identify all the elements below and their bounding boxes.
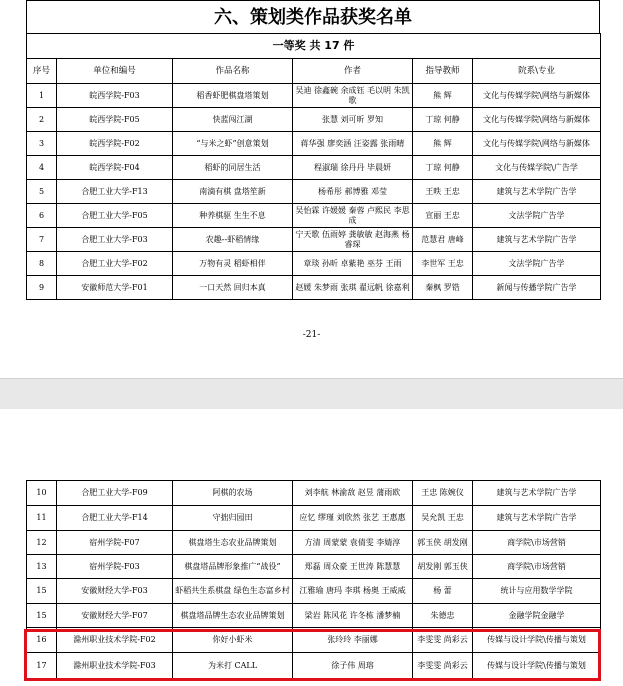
department: 传媒与设计学院\传播与策划 <box>473 628 601 653</box>
department: 统计与应用数学学院 <box>473 579 601 604</box>
unit-code: 合肥工业大学-F09 <box>57 481 173 506</box>
table-row <box>27 276 601 300</box>
authors: 梁岩 陈风花 许冬栋 潘梦楠 <box>293 604 413 628</box>
unit-code: 安徽师范大学-F01 <box>57 276 173 300</box>
row-number: 15 <box>27 604 57 628</box>
advisors: 丁琼 何静 <box>413 156 473 180</box>
advisors: 李雯雯 尚彩云 <box>413 628 473 653</box>
awards-table-page-1 <box>26 33 601 300</box>
row-number: 17 <box>27 653 57 679</box>
table-row <box>27 252 601 276</box>
unit-code: 皖西学院-F02 <box>57 132 173 156</box>
awards-table-page-2 <box>26 480 601 679</box>
unit-code: 合肥工业大学-F02 <box>57 252 173 276</box>
table-row <box>27 108 601 132</box>
row-number: 3 <box>27 132 57 156</box>
unit-code: 安徽财经大学-F07 <box>57 604 173 628</box>
advisors: 李世军 王忠 <box>413 252 473 276</box>
award-title: 一等奖 共 17 件 <box>27 34 601 59</box>
department: 文化与传媒学院\网络与新媒体 <box>473 108 601 132</box>
work-title: 快蓝闯江湖 <box>173 108 293 132</box>
table-row <box>27 228 601 252</box>
unit-code: 皖西学院-F05 <box>57 108 173 132</box>
work-title: 阿棋的农场 <box>173 481 293 506</box>
department: 文法学院广告学 <box>473 204 601 228</box>
page-number: -21- <box>302 330 321 340</box>
authors: 张玲玲 李丽娜 <box>293 628 413 653</box>
row-number: 10 <box>27 481 57 506</box>
work-title: “与米之虾”创意策划 <box>173 132 293 156</box>
authors: 蒋华强 廖奕涵 汪姿露 张雨晴 <box>293 132 413 156</box>
table-row <box>27 506 601 531</box>
department: 文化与传媒学院\广告学 <box>473 156 601 180</box>
header-cell: 作品名称 <box>173 59 293 84</box>
authors: 吴怡霖 许媛媛 秦蓉 卢熙民 李思成 <box>293 204 413 228</box>
advisors: 熊 辉 <box>413 84 473 108</box>
table-row <box>27 481 601 506</box>
table-row <box>27 555 601 579</box>
work-title: 棋盘塔品牌生态农业品牌策划 <box>173 604 293 628</box>
department: 建筑与艺术学院广告学 <box>473 228 601 252</box>
department: 传媒与设计学院\传播与策划 <box>473 653 601 679</box>
row-number: 12 <box>27 531 57 555</box>
unit-code: 滁州职业技术学院-F02 <box>57 628 173 653</box>
authors: 章琰 孙昕 卓紫艳 巫芬 王雨 <box>293 252 413 276</box>
authors: 应忆 缪瑾 刘欣然 张艺 王惠惠 <box>293 506 413 531</box>
table-row <box>27 156 601 180</box>
header-cell: 序号 <box>27 59 57 84</box>
unit-code: 宿州学院-F07 <box>57 531 173 555</box>
unit-code: 滁州职业技术学院-F03 <box>57 653 173 679</box>
work-title: 棋盘塔生态农业品牌策划 <box>173 531 293 555</box>
table-row <box>27 84 601 108</box>
header-cell: 院系\专业 <box>473 59 601 84</box>
row-number: 1 <box>27 84 57 108</box>
row-number: 15 <box>27 579 57 604</box>
advisors: 胡发刚 郭玉侠 <box>413 555 473 579</box>
row-number: 9 <box>27 276 57 300</box>
header-cell: 作者 <box>293 59 413 84</box>
row-number: 16 <box>27 628 57 653</box>
row-number: 8 <box>27 252 57 276</box>
department: 商学院\市场营销 <box>473 555 601 579</box>
advisors: 秦枫 罗锆 <box>413 276 473 300</box>
table-row <box>27 653 601 679</box>
table-row <box>27 180 601 204</box>
row-number: 2 <box>27 108 57 132</box>
row-number: 13 <box>27 555 57 579</box>
advisors: 范慧君 唐峰 <box>413 228 473 252</box>
advisors: 李雯雯 尚彩云 <box>413 653 473 679</box>
department: 商学院\市场营销 <box>473 531 601 555</box>
authors: 郑磊 周众豪 王世涛 陈慧慧 <box>293 555 413 579</box>
header-cell: 单位和编号 <box>57 59 173 84</box>
department: 文化与传媒学院\网络与新媒体 <box>473 132 601 156</box>
work-title: 稻香虾肥棋盘塔策划 <box>173 84 293 108</box>
work-title: 守拙归园田 <box>173 506 293 531</box>
table-row <box>27 604 601 628</box>
table-header-row <box>27 59 601 84</box>
unit-code: 安徽财经大学-F03 <box>57 579 173 604</box>
department: 文法学院广告学 <box>473 252 601 276</box>
advisors: 熊 辉 <box>413 132 473 156</box>
authors: 徐子伟 周瑢 <box>293 653 413 679</box>
table-row <box>27 132 601 156</box>
unit-code: 皖西学院-F03 <box>57 84 173 108</box>
unit-code: 合肥工业大学-F05 <box>57 204 173 228</box>
work-title: 虾稻共生系棋盘 绿色生态富乡村 <box>173 579 293 604</box>
table-row <box>27 579 601 604</box>
unit-code: 宿州学院-F03 <box>57 555 173 579</box>
authors: 杨希彤 郝博雅 邓莹 <box>293 180 413 204</box>
work-title: 南滴有棋 盘塔笙新 <box>173 180 293 204</box>
table-row <box>27 628 601 653</box>
advisors: 杨 蕾 <box>413 579 473 604</box>
advisors: 王忠 陈婉仪 <box>413 481 473 506</box>
unit-code: 皖西学院-F04 <box>57 156 173 180</box>
work-title: 稻虾的同居生活 <box>173 156 293 180</box>
department: 建筑与艺术学院广告学 <box>473 506 601 531</box>
page-separator <box>0 378 623 410</box>
authors: 张慧 刘可昕 罗知 <box>293 108 413 132</box>
authors: 江雅瑜 唐玛 李琪 杨奥 王威威 <box>293 579 413 604</box>
authors: 吴迪 徐鑫碗 余成钰 毛以明 朱凯歌 <box>293 84 413 108</box>
work-title: 农趣--虾稻情缘 <box>173 228 293 252</box>
section-title: 六、策划类作品获奖名单 <box>26 0 600 34</box>
row-number: 6 <box>27 204 57 228</box>
work-title: 种养棋驱 生生不息 <box>173 204 293 228</box>
authors: 赵媛 朱梦雨 张琪 翟远帆 徐嘉利 <box>293 276 413 300</box>
authors: 程淑瑞 徐丹丹 毕晨妍 <box>293 156 413 180</box>
table-row <box>27 531 601 555</box>
department: 建筑与艺术学院广告学 <box>473 180 601 204</box>
department: 文化与传媒学院\网络与新媒体 <box>473 84 601 108</box>
work-title: 一口天然 回归本真 <box>173 276 293 300</box>
document-page-2 <box>0 409 623 686</box>
advisors: 宣丽 王忠 <box>413 204 473 228</box>
advisors: 朱德忠 <box>413 604 473 628</box>
row-number: 7 <box>27 228 57 252</box>
row-number: 4 <box>27 156 57 180</box>
authors: 宁天歌 伍雨婷 龚敏敏 赵海燕 杨睿琛 <box>293 228 413 252</box>
authors: 方清 周蒙蒙 袁倩雯 李婧淳 <box>293 531 413 555</box>
row-number: 11 <box>27 506 57 531</box>
department: 金融学院金融学 <box>473 604 601 628</box>
work-title: 万物有灵 稻虾相伴 <box>173 252 293 276</box>
advisors: 吴允凯 王忠 <box>413 506 473 531</box>
department: 新闻与传播学院广告学 <box>473 276 601 300</box>
advisors: 王昳 王忠 <box>413 180 473 204</box>
table-row <box>27 204 601 228</box>
work-title: 为米打 CALL <box>173 653 293 679</box>
header-cell: 指导教师 <box>413 59 473 84</box>
unit-code: 合肥工业大学-F03 <box>57 228 173 252</box>
row-number: 5 <box>27 180 57 204</box>
work-title: 棋盘塔品牌形象推广“战役” <box>173 555 293 579</box>
unit-code: 合肥工业大学-F13 <box>57 180 173 204</box>
work-title: 你好小虾米 <box>173 628 293 653</box>
department: 建筑与艺术学院广告学 <box>473 481 601 506</box>
unit-code: 合肥工业大学-F14 <box>57 506 173 531</box>
advisors: 丁琼 何静 <box>413 108 473 132</box>
advisors: 郭玉侠 胡发刚 <box>413 531 473 555</box>
authors: 刘李航 林渝敌 赵昱 蒲雨欧 <box>293 481 413 506</box>
